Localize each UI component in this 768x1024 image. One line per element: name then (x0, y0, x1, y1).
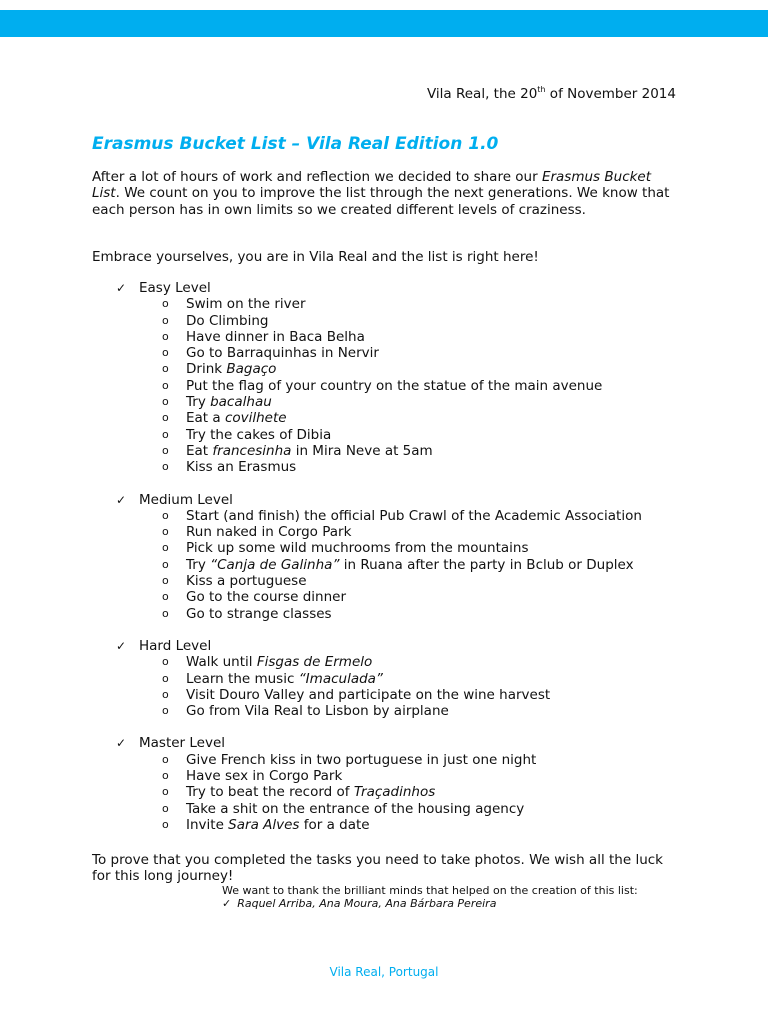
level-block (92, 280, 732, 476)
footer-location: Vila Real, Portugal (329, 965, 439, 979)
item-segment: Put the flag of your country on the statue of the main avenue (186, 377, 603, 394)
list-item (92, 378, 732, 394)
level-items (92, 508, 732, 622)
check-icon: ✓ (116, 492, 127, 507)
level-items (92, 296, 732, 475)
item-text (186, 606, 332, 622)
list-item (92, 524, 732, 540)
item-italic-segment: “Imaculada” (298, 670, 383, 687)
document-title: Erasmus Bucket List – Vila Real Edition 1.0 (92, 134, 499, 154)
item-segment: Pick up some wild muchrooms from the mountains (186, 540, 529, 557)
item-text (186, 703, 449, 719)
item-segment: Go to the course dinner (186, 589, 347, 606)
list-item (92, 296, 732, 312)
item-text (186, 524, 351, 540)
list-item (92, 540, 732, 556)
item-segment: in Ruana after the party in Bclub or Duplex (339, 556, 634, 573)
level-heading (92, 492, 732, 508)
item-italic-segment: Fisgas de Ermelo (256, 654, 373, 671)
item-text (186, 573, 307, 589)
level-block (92, 492, 732, 622)
item-segment: Invite (186, 816, 229, 833)
item-segment: Start (and finish) the official Pub Crawl of the Academic Association (186, 507, 642, 524)
circle-bullet-icon: o (162, 443, 169, 457)
item-italic-segment: Bagaço (226, 361, 277, 378)
date-prefix: Vila Real, the 20 (426, 86, 538, 102)
item-segment: Go to Barraquinhas in Nervir (186, 345, 379, 362)
item-segment: Go from Vila Real to Lisbon by airplane (186, 703, 449, 720)
level-title: Hard Level (139, 637, 212, 654)
list-item (92, 508, 732, 524)
item-text (186, 313, 268, 329)
item-segment: Swim on the river (186, 296, 306, 313)
item-segment: Have sex in Corgo Park (186, 768, 343, 785)
item-segment: Eat a (186, 410, 225, 427)
check-icon: ✓ (116, 736, 127, 751)
intro-italic: Erasmus Bucket List (92, 169, 652, 202)
credits-line (222, 897, 496, 911)
circle-bullet-icon: o (162, 817, 169, 831)
item-text (186, 378, 602, 394)
item-segment: Have dinner in Baca Belha (186, 328, 365, 345)
item-italic-segment: Sara Alves (228, 816, 300, 833)
check-icon: ✓ (222, 897, 232, 910)
item-text (186, 361, 276, 377)
circle-bullet-icon: o (162, 460, 169, 474)
list-item (92, 394, 732, 410)
list-item (92, 361, 732, 377)
circle-bullet-icon: o (162, 752, 169, 766)
circle-bullet-icon: o (162, 785, 169, 799)
item-text (186, 784, 435, 800)
item-segment: Do Climbing (186, 312, 269, 329)
list-item (92, 768, 732, 784)
list-item (92, 329, 732, 345)
intro-text-2: . We count on you to improve the list through the next generations. We know that each person has in own limits so we created different levels of craziness. (92, 185, 670, 218)
item-segment: Drink (186, 361, 227, 378)
circle-bullet-icon: o (162, 313, 169, 327)
item-text (186, 557, 634, 573)
item-text (186, 687, 550, 703)
circle-bullet-icon: o (162, 297, 169, 311)
level-items (92, 752, 732, 833)
list-item (92, 654, 732, 670)
date-superscript: th (537, 84, 546, 94)
circle-bullet-icon: o (162, 329, 169, 343)
thanks-line: We want to thank the brilliant minds that helped on the creation of this list: (222, 884, 638, 897)
list-item (92, 443, 732, 459)
item-text (186, 768, 342, 784)
item-italic-segment: bacalhau (210, 394, 272, 411)
circle-bullet-icon: o (162, 574, 169, 588)
circle-bullet-icon: o (162, 557, 169, 571)
list-item (92, 752, 732, 768)
level-heading (92, 638, 732, 654)
level-title: Medium Level (139, 491, 233, 508)
credits-names: Raquel Arriba, Ana Moura, Ana Bárbara Pereira (237, 897, 497, 910)
level-title: Easy Level (139, 280, 211, 296)
item-segment: Kiss a portuguese (186, 573, 307, 590)
circle-bullet-icon: o (162, 704, 169, 718)
item-segment: for a date (299, 816, 370, 833)
check-icon: ✓ (116, 638, 127, 653)
list-item (92, 573, 732, 589)
item-italic-segment: “Canja de Galinha” (210, 556, 340, 573)
list-item (92, 801, 732, 817)
circle-bullet-icon: o (162, 590, 169, 604)
list-item (92, 671, 732, 687)
circle-bullet-icon: o (162, 541, 169, 555)
date-line (427, 86, 676, 102)
item-segment: Eat (186, 442, 213, 459)
item-segment: Run naked in Corgo Park (186, 524, 352, 541)
circle-bullet-icon: o (162, 508, 169, 522)
item-text (186, 459, 296, 475)
list-item (92, 345, 732, 361)
item-text (186, 443, 433, 459)
item-italic-segment: francesinha (212, 442, 292, 459)
item-text (186, 296, 306, 312)
list-item (92, 427, 732, 443)
circle-bullet-icon: o (162, 769, 169, 783)
circle-bullet-icon: o (162, 427, 169, 441)
item-segment: Kiss an Erasmus (186, 459, 297, 476)
item-text (186, 410, 287, 426)
date-suffix: of November 2014 (545, 86, 676, 102)
circle-bullet-icon: o (162, 395, 169, 409)
item-text (186, 540, 529, 556)
item-segment: Try to beat the record of (186, 784, 354, 801)
level-items (92, 654, 732, 719)
circle-bullet-icon: o (162, 801, 169, 815)
circle-bullet-icon: o (162, 378, 169, 392)
circle-bullet-icon: o (162, 346, 169, 360)
intro-text-1: After a lot of hours of work and reflection we decided to share our (92, 169, 542, 185)
list-item (92, 784, 732, 800)
circle-bullet-icon: o (162, 655, 169, 669)
item-segment: Try (186, 556, 211, 573)
list-item (92, 606, 732, 622)
item-segment: Take a shit on the entrance of the housing agency (186, 800, 525, 817)
item-segment: Go to strange classes (186, 605, 332, 622)
list-item (92, 817, 732, 833)
item-italic-segment: Traçadinhos (353, 784, 436, 801)
item-text (186, 801, 524, 817)
list-item (92, 703, 732, 719)
list-item (92, 687, 732, 703)
circle-bullet-icon: o (162, 525, 169, 539)
header-band (0, 10, 768, 37)
item-text (186, 752, 536, 768)
circle-bullet-icon: o (162, 411, 169, 425)
item-segment: Walk until (186, 654, 257, 671)
check-icon: ✓ (116, 281, 127, 295)
item-text (186, 589, 346, 605)
item-italic-segment: covilhete (224, 410, 287, 427)
list-item (92, 313, 732, 329)
item-text (186, 329, 365, 345)
item-text (186, 671, 383, 687)
list-item (92, 557, 732, 573)
circle-bullet-icon: o (162, 671, 169, 685)
level-title: Master Level (139, 735, 226, 752)
list-item (92, 589, 732, 605)
level-block (92, 735, 732, 833)
item-segment: Learn the music (186, 670, 299, 687)
circle-bullet-icon: o (162, 606, 169, 620)
level-block (92, 638, 732, 719)
item-text (186, 394, 272, 410)
item-text (186, 345, 379, 361)
item-segment: Visit Douro Valley and participate on the wine harvest (186, 686, 551, 703)
circle-bullet-icon: o (162, 362, 169, 376)
item-text (186, 427, 331, 443)
embrace-paragraph: Embrace yourselves, you are in Vila Real and the list is right here! (92, 249, 539, 265)
item-segment: Give French kiss in two portuguese in just one night (186, 751, 537, 768)
list-item (92, 459, 732, 475)
item-segment: in Mira Neve at 5am (291, 442, 433, 459)
list-item (92, 410, 732, 426)
closing-paragraph: To prove that you completed the tasks you need to take photos. We wish all the luck for this long journey! (92, 852, 663, 885)
intro-paragraph (92, 169, 672, 218)
level-heading (92, 735, 732, 751)
item-text (186, 654, 372, 670)
item-text (186, 508, 642, 524)
item-segment: Try (186, 394, 211, 411)
level-heading (92, 280, 732, 296)
levels-list (92, 280, 732, 849)
circle-bullet-icon: o (162, 687, 169, 701)
item-text (186, 817, 370, 833)
item-segment: Try the cakes of Dibia (186, 426, 332, 443)
